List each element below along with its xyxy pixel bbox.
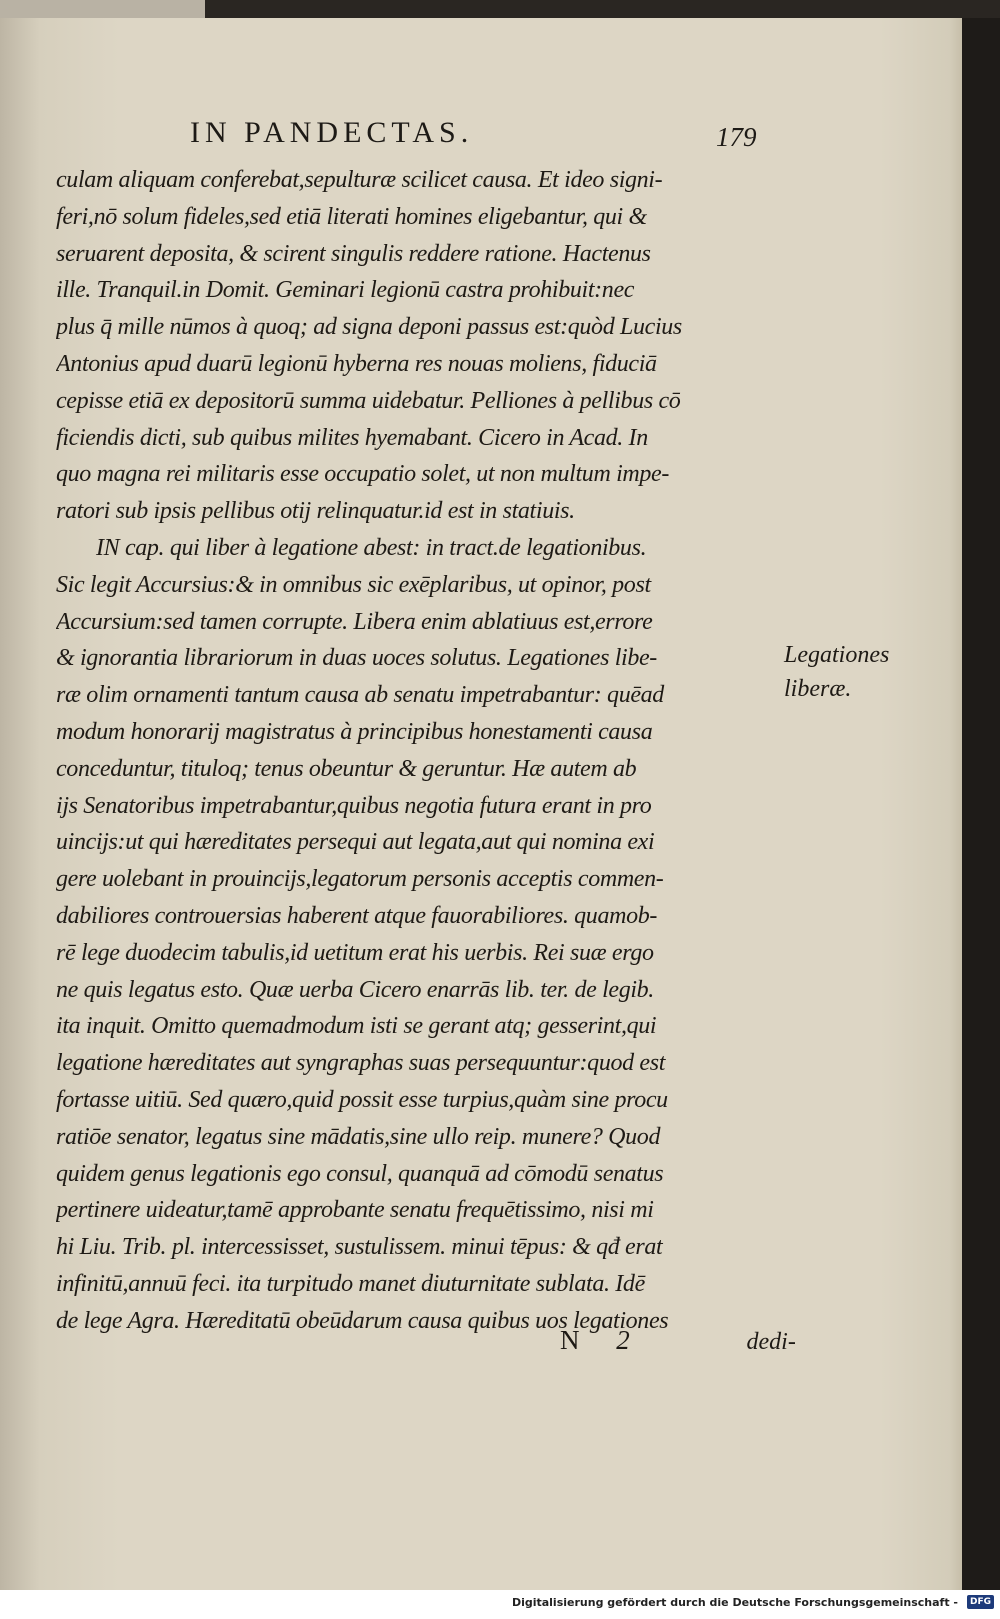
text-line: hi Liu. Trib. pl. intercessisset, sustulissem. minui tēpus: & qđ erat: [56, 1234, 663, 1261]
book-edge: [0, 0, 205, 18]
text-line: pertinere uideatur,tamē approbante senatu frequētissimo, nisi mi: [56, 1197, 654, 1224]
running-head: IN PANDECTAS.: [190, 116, 474, 149]
page-number: 179: [716, 122, 757, 152]
text-line: Antonius apud duarū legionū hyberna res nouas moliens, fiduciā: [56, 350, 657, 377]
text-line: feri,nō solum fideles,sed etiā literati homines eligebantur, qui &: [56, 203, 647, 230]
marginal-note: [784, 638, 889, 706]
text-line: culam aliquam conferebat,sepulturæ scilicet causa. Et ideo signi-: [56, 167, 663, 193]
text-line: ratiōe senator, legatus sine mādatis,sine ullo reip. munere? Quod: [56, 1123, 661, 1150]
text-line: fortasse uitiū. Sed quæro,quid possit esse turpius,quàm sine procu: [56, 1086, 668, 1113]
text-line: ita inquit. Omitto quemadmodum isti se gerant atq; gesserint,qui: [56, 1013, 657, 1040]
text-line: rē lege duodecim tabulis,id uetitum erat his uerbis. Rei suæ ergo: [56, 939, 654, 966]
text-line: seruarent deposita, & scirent singulis reddere ratione. Hactenus: [56, 240, 651, 267]
text-line: ficiendis dicti, sub quibus milites hyemabant. Cicero in Acad. In: [56, 424, 648, 451]
text-line: plus q̄ mille nūmos à quoq; ad signa deponi passus est:quòd Lucius: [56, 314, 682, 341]
text-line: dabiliores controuersias haberent atque fauorabiliores. quamob-: [56, 902, 658, 929]
text-line: de lege Agra. Hæreditatū obeūdarum causa quibus uos legationes: [56, 1307, 669, 1334]
text-line: modum honorarij magistratus à principibus honestamenti causa: [56, 718, 653, 745]
text-line: & ignorantia librariorum in duas uoces solutus. Legationes libe-: [56, 645, 657, 672]
text-line: conceduntur, tituloq; tenus obeuntur & geruntur. Hæ autem ab: [56, 755, 637, 782]
text-line: uincijs:ut qui hæreditates persequi aut legata,aut qui nomina exi: [56, 829, 655, 856]
signature-number: 2: [616, 1325, 630, 1355]
book-page: [0, 18, 962, 1590]
text-line: ratori sub ipsis pellibus otij relinquatur.id est in statiuis.: [56, 498, 575, 525]
text-line: quo magna rei militaris esse occupatio solet, ut non multum impe-: [56, 461, 669, 488]
signature-line: [560, 1325, 796, 1356]
body-text: [56, 162, 776, 1340]
text-line: ne quis legatus esto. Quæ uerba Cicero enarrās lib. ter. de legib.: [56, 976, 654, 1003]
text-line: gere uolebant in prouincijs,legatorum personis acceptis commen-: [56, 866, 664, 893]
text-line: legatione hæreditates aut syngraphas suas persequuntur:quod est: [56, 1050, 666, 1077]
text-line: quidem genus legationis ego consul, quanquā ad cōmodū senatus: [56, 1160, 664, 1187]
text-line: infinitū,annuū feci. ita turpitudo manet diuturnitate sublata. Idē: [56, 1270, 645, 1297]
text-line: Sic legit Accursius:& in omnibus sic exēplaribus, ut opinor, post: [56, 571, 651, 598]
text-line: ræ olim ornamenti tantum causa ab senatu impetrabantur: quēad: [56, 682, 664, 709]
footer-credit: Digitalisierung gefördert durch die Deutsche Forschungsgemeinschaft -: [511, 1596, 958, 1609]
marginal-note-line: Legationes: [784, 642, 890, 668]
signature-mark: N: [560, 1325, 580, 1355]
footer-bar: [0, 1590, 1000, 1619]
text-line: Accursium:sed tamen corrupte. Libera enim ablatiuus est,errore: [56, 608, 653, 635]
marginal-note-line: liberæ.: [784, 676, 852, 702]
text-line: IN cap. qui liber à legatione abest: in tract.de legationibus.: [96, 534, 647, 561]
text-line: ille. Tranquil.in Domit. Geminari legionū castra prohibuit:nec: [56, 277, 635, 304]
text-line: cepisse etiā ex depositorū summa uidebatur. Pelliones à pellibus cō: [56, 387, 681, 414]
book-shadow: [962, 18, 1000, 1590]
dfg-logo: DFG: [967, 1595, 994, 1609]
catchword: dedi-: [746, 1329, 796, 1355]
text-line: ijs Senatoribus impetrabantur,quibus negotia futura erant in pro: [56, 792, 652, 819]
